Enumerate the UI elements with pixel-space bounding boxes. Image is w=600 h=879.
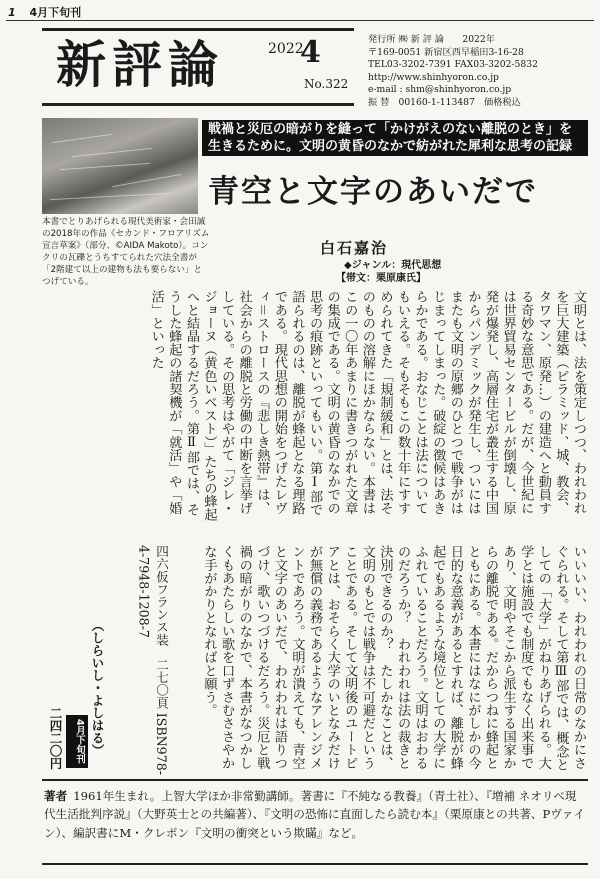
issue-year: 2022 <box>268 41 304 57</box>
publisher-line: 発行所 ㈱ 新 評 論 2022年 <box>368 34 495 45</box>
obi-credit: 【帯文：栗原康氏】 <box>336 273 426 284</box>
book-format-isbn: 四六仮フランス装 二七〇頁 ISBN978-4-7948-1208-7 <box>136 545 169 775</box>
publisher-address: 〒169-0051 新宿区西早稲田3-16-28 <box>368 46 524 58</box>
article-body-upper: 文明とは、法を策定しつつ、われわれを巨大建築（ピラミッド、城、教会、タワマン、原発…）の建造へと動員する奇妙な意思である。だが、今世紀には世界貿易センタービルが倒壊し、原発が爆発し、高層住宅が叢生する中国からパンデミックが発生し、ついにはまたも文明の原郷のひとつで戦争がはじまってしまった。破綻の徴候はあきらかである。おなじことは法についてもいえる。そもそもこの数十年にすすめられてきた「規制緩和」とは、法そのものの溶解にほかならない。本書はこの一〇年あまりに書きつがれた文章の集成である。文明の黄昏のなかでの思考の痕跡といってもいい。第Ⅰ部で語られるのは、離脱が蜂起となる理路である。現代思想の開始をつげたレヴィ＝ストロースの『悲しき熱帯』は、社会からの離脱と労働の中断を言挙げしている。その思考はやがて「ジレ・ジョーヌ（黄色いベスト）」たちの蜂起へと結晶するだろう。第Ⅱ部では、そうした蜂起の諸契機が「就活」や「婚活」といった <box>148 290 586 521</box>
book-tags <box>42 545 106 777</box>
issue-number: No.322 <box>304 77 349 91</box>
artwork-photo <box>42 118 198 214</box>
issue-label: 4月下旬刊 <box>29 6 82 19</box>
book-price: 二四二〇円 <box>48 707 63 770</box>
release-badge: 4月下旬刊 <box>66 715 88 768</box>
photo-caption: 本書でとりあげられる現代美術家・会田誠の2018年の作品《セカンド・フロアリズム宣言草案》（部分、©AIDA Makoto）。コンクリの瓦礫とうちすてられた穴法全書が「2階建て以上の建物も法も要らない」とつげている。 <box>42 217 210 287</box>
book-info <box>42 545 170 777</box>
publisher-info <box>368 34 588 110</box>
author-bio-heading: 著者 <box>44 789 68 803</box>
header-rule <box>6 20 594 21</box>
genre-label: ◆ジャンル：現代思想 <box>344 260 442 271</box>
publisher-phone: TEL03-3202-7391 FAX03-3202-5832 <box>368 59 538 71</box>
article-subtitle: 戦禍と災厄の暗がりを縫って「かけがえのない離脱のとき」を生きるために。文明の黄昏のなかで紡がれた犀利な思考の記録 <box>202 120 588 156</box>
author-name: 白石嘉治 <box>320 239 389 257</box>
publisher-transfer: 振 替 00160-1-113487 価格税込 <box>368 96 521 108</box>
newspaper-title: 新評論 <box>56 36 224 94</box>
publisher-website: http://www.shinhyoron.co.jp <box>368 71 499 83</box>
author-bio-text: 1961年生まれ。上智大学ほか非常勤講師。著書に『不純なる教養』（青土社）、『増補 ネオリベ現代生活批判序説』（大野英士との共編著）、『文明の恐怖に直面したら読む本』（栗原康との共著、Pヴァイン）、編訳書にM・クレポン『文明の衝突という欺瞞』など。 <box>44 789 585 840</box>
author-reading: （しらいし・よしはる） <box>90 619 105 757</box>
issue-month: 4 <box>300 35 321 70</box>
page-number: 1 <box>8 6 16 19</box>
article-body-lower: いいいい、われわれの日常のなかにさぐられる。そして第Ⅲ部では、概念としての「大学」がねりあげられる。大学とは施設でも制度でもなく出来事であり、文明やそこから派生する国家からの離脱である。だからつねに蜂起とともにある。本書にはなにがしかの今日的な意義があるとすれば、離脱が蜂起でもあるような境位としての大学にふれていることだろう。文明はおわるのだろうか？ われわれは法の裁きと決別できるのか？ たしかなことは、文明のもとでは戦争は不可避だということである。そして文明後のユートピアとは、おそらく大学のいとなみだけが無償の義務であるようなアレンジメントであろう。文明が潰えても、青空と文字のあいだで、われわれは語りつづけ、歌いつづけるだろう。災厄と戦禍の暗がりのなかで、本書がなつかしくもあたらしい歌を口ずさむささやかな手がかりとなればと願う。 <box>201 545 586 772</box>
author-bio <box>42 779 588 865</box>
publisher-email: e-mail : shm@shinhyoron.co.jp <box>368 84 512 96</box>
article-title: 青空と文字のあいだで <box>208 174 538 210</box>
page-header <box>8 4 81 20</box>
masthead <box>42 28 354 106</box>
